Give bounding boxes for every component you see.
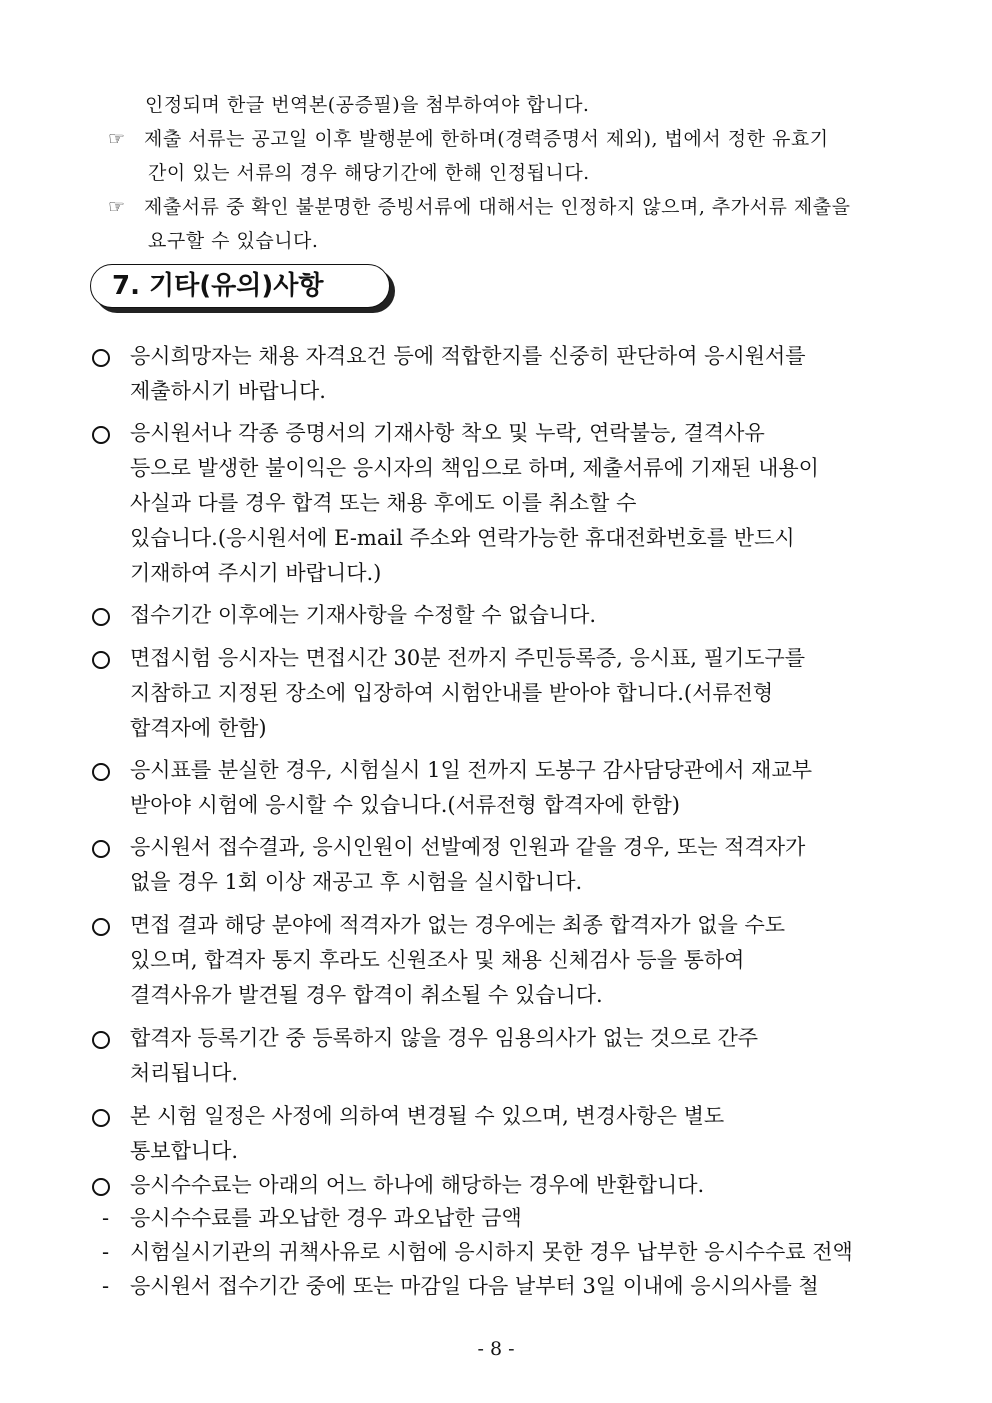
note-line: 제출서류 중 확인 불분명한 증빙서류에 대해서는 인정하지 않으며, 추가서류 제출을: [144, 196, 851, 218]
circle-bullet-icon: [92, 763, 110, 781]
item-line: 지참하고 지정된 장소에 입장하여 시험안내를 받아야 합니다.(서류전형: [130, 681, 774, 705]
circle-bullet-icon: [92, 1109, 110, 1127]
item-line: 응시수수료는 아래의 어느 하나에 해당하는 경우에 반환합니다.: [130, 1173, 705, 1197]
circle-bullet-icon: [92, 918, 110, 936]
item-line: 제출하시기 바랍니다.: [130, 379, 326, 403]
note-submission-period: [108, 122, 903, 190]
list-item: [92, 753, 904, 823]
item-line: 접수기간 이후에는 기재사항을 수정할 수 없습니다.: [130, 603, 597, 627]
refund-case-text: 응시원서 접수기간 중에 또는 마감일 다음 날부터 3일 이내에 응시의사를 철: [130, 1274, 819, 1298]
dash-marker: -: [102, 1274, 110, 1298]
pointing-hand-icon: ☞: [108, 128, 126, 150]
item-line: 등으로 발생한 불이익은 응시자의 책임으로 하며, 제출서류에 기재된 내용이: [130, 456, 819, 480]
page-number: - 8 -: [477, 1338, 515, 1360]
item-line: 응시원서 접수결과, 응시인원이 선발예정 인원과 같을 경우, 또는 적격자가: [130, 835, 806, 859]
pointing-hand-icon: ☞: [108, 196, 126, 218]
list-item: [92, 641, 904, 746]
item-line: 없을 경우 1회 이상 재공고 후 시험을 실시합니다.: [130, 870, 583, 894]
list-item: [92, 598, 904, 633]
note-line: 요구할 수 있습니다.: [148, 230, 319, 252]
circle-bullet-icon: [92, 1031, 110, 1049]
item-line: 면접 결과 해당 분야에 적격자가 없는 경우에는 최종 합격자가 없을 수도: [130, 913, 786, 937]
refund-case-item: [102, 1269, 904, 1304]
item-line: 본 시험 일정은 사정에 의하여 변경될 수 있으며, 변경사항은 별도: [130, 1104, 725, 1128]
item-line: 기재하여 주시기 바랍니다.): [130, 561, 382, 585]
list-item: [92, 339, 904, 409]
list-item: [92, 1168, 904, 1203]
item-line: 합격자 등록기간 중 등록하지 않을 경우 임용의사가 없는 것으로 간주: [130, 1026, 759, 1050]
item-line: 있으며, 합격자 통지 후라도 신원조사 및 채용 신체검사 등을 통하여: [130, 948, 745, 972]
item-line: 결격사유가 발견될 경우 합격이 취소될 수 있습니다.: [130, 983, 603, 1007]
list-item: [92, 908, 904, 1013]
note-line: 제출 서류는 공고일 이후 발행분에 한하며(경력증명서 제외), 법에서 정한 유효기: [144, 128, 829, 150]
list-item: [92, 416, 904, 591]
item-line: 응시표를 분실한 경우, 시험실시 1일 전까지 도봉구 감사담당관에서 재교부: [130, 758, 813, 782]
circle-bullet-icon: [92, 1178, 110, 1196]
circle-bullet-icon: [92, 608, 110, 626]
circle-bullet-icon: [92, 349, 110, 367]
item-line: 처리됩니다.: [130, 1061, 239, 1085]
circle-bullet-icon: [92, 651, 110, 669]
refund-case-text: 응시수수료를 과오납한 경우 과오납한 금액: [130, 1206, 522, 1230]
list-item: [92, 830, 904, 900]
item-line: 통보합니다.: [130, 1139, 239, 1163]
list-item: [92, 1099, 904, 1169]
item-line: 응시원서나 각종 증명서의 기재사항 착오 및 누락, 연락불능, 결격사유: [130, 421, 765, 445]
circle-bullet-icon: [92, 426, 110, 444]
circle-bullet-icon: [92, 840, 110, 858]
note-unclear-documents: [108, 190, 903, 258]
section-title: 7. 기타(유의)사항: [112, 271, 324, 301]
item-line: 사실과 다를 경우 합격 또는 채용 후에도 이를 취소할 수: [130, 491, 637, 515]
dash-marker: -: [102, 1240, 110, 1264]
dash-marker: -: [102, 1206, 110, 1230]
note-line: 간이 있는 서류의 경우 해당기간에 한해 인정됩니다.: [148, 162, 590, 184]
item-line: 있습니다.(응시원서에 E-mail 주소와 연락가능한 휴대전화번호를 반드시: [130, 526, 795, 550]
refund-case-item: [102, 1201, 904, 1236]
item-line: 응시희망자는 채용 자격요건 등에 적합한지를 신중히 판단하여 응시원서를: [130, 344, 806, 368]
item-line: 면접시험 응시자는 면접시간 30분 전까지 주민등록증, 응시표, 필기도구를: [130, 646, 806, 670]
refund-case-text: 시험실시기관의 귀책사유로 시험에 응시하지 못한 경우 납부한 응시수수료 전액: [130, 1240, 853, 1264]
section-heading: [90, 264, 390, 308]
refund-case-item: [102, 1235, 904, 1270]
item-line: 합격자에 한함): [130, 716, 267, 740]
list-item: [92, 1021, 904, 1091]
item-line: 받아야 시험에 응시할 수 있습니다.(서류전형 합격자에 한함): [130, 793, 680, 817]
continuation-text: 인정되며 한글 번역본(공증필)을 첨부하여야 합니다.: [145, 94, 590, 116]
